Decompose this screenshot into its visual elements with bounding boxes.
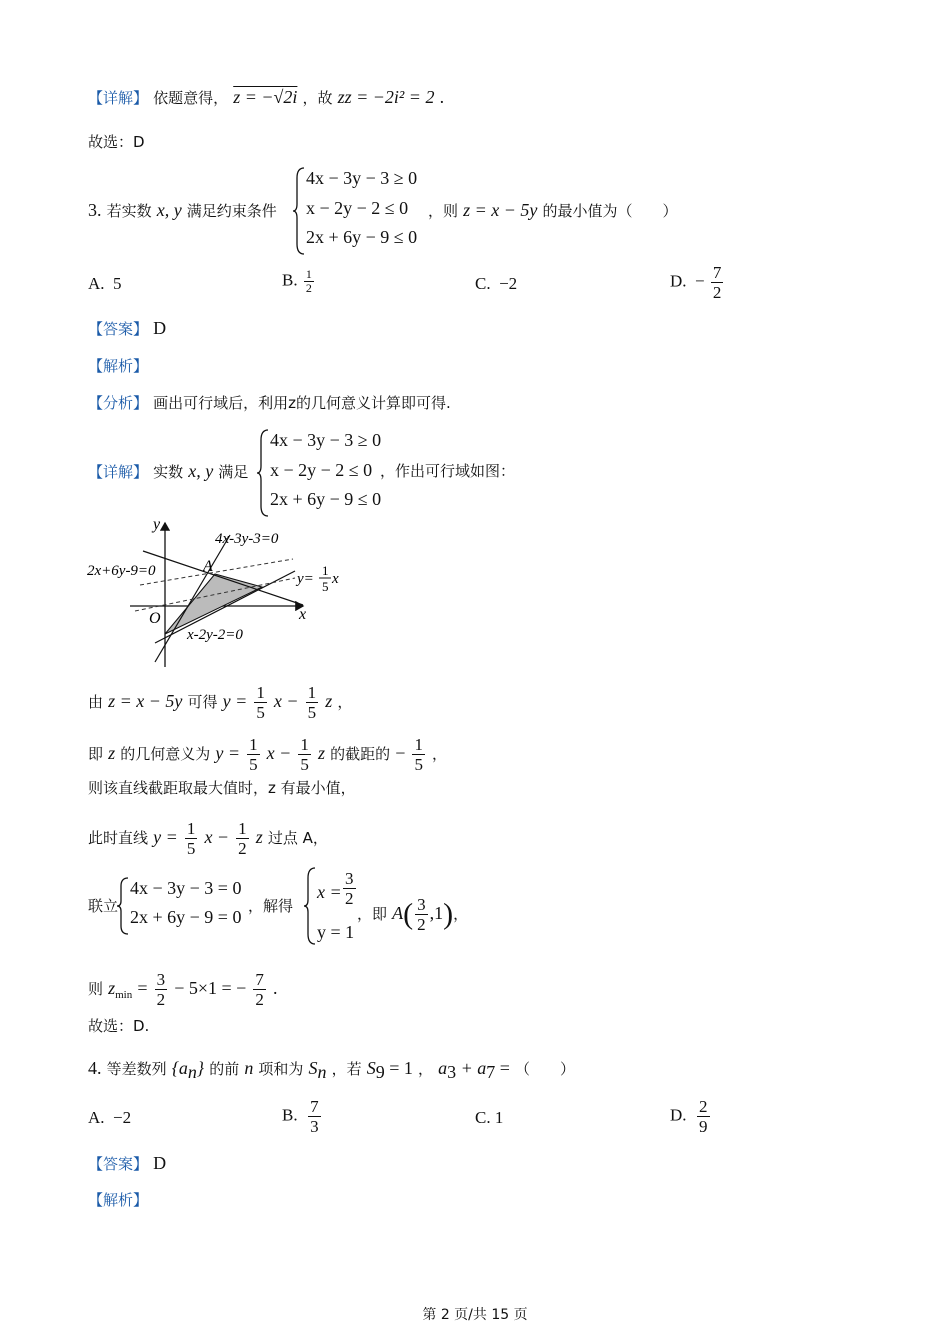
formula: ,1 xyxy=(429,903,444,923)
solution-system xyxy=(303,866,363,946)
origin-label: O xyxy=(149,610,161,627)
fraction: $\frac{1}{5}$ xyxy=(307,683,317,722)
constraint-1: 4x − 3y − 3 ≥ 0 xyxy=(306,168,418,188)
constraint-2: x − 2y − 2 ≤ 0 xyxy=(270,460,373,480)
text: 项和为 xyxy=(258,1060,304,1078)
formula: z xyxy=(108,978,116,998)
q3-option-d xyxy=(670,263,725,302)
analysis-tag: 【解析】 xyxy=(88,1191,149,1209)
formula: y = xyxy=(222,691,248,711)
left-brace-icon xyxy=(303,866,317,946)
breakdown-tag: 【分析】 xyxy=(88,394,149,412)
text: 若实数 xyxy=(106,202,152,220)
sol-line-2 xyxy=(88,735,447,774)
subscript: 7 xyxy=(486,1062,496,1083)
fraction: $\frac{3}{2}$ xyxy=(156,970,166,1009)
formula: x, y xyxy=(188,461,214,481)
formula: {a xyxy=(171,1058,188,1078)
text: 依题意得， xyxy=(153,89,229,107)
answer-tag: 【答案】 xyxy=(88,320,149,338)
question-number: 3. xyxy=(88,200,102,220)
text: ， xyxy=(453,905,469,923)
sign: − xyxy=(695,271,705,291)
q3-analysis-heading xyxy=(88,355,148,377)
text: 联立 xyxy=(88,897,119,915)
detail-line-q2 xyxy=(88,86,444,109)
option-label: D. xyxy=(670,271,687,291)
sol-line-1 xyxy=(88,683,352,722)
q3-breakdown xyxy=(88,392,451,414)
q3-answer xyxy=(88,317,166,340)
solution-y: y = 1 xyxy=(317,922,355,942)
left-brace-icon xyxy=(116,876,130,936)
option-value: 1 xyxy=(494,1108,504,1127)
line3-label: x-2y-2=0 xyxy=(187,627,243,643)
line4-den: 5 xyxy=(322,579,329,594)
subscript: n xyxy=(187,1062,197,1083)
text: 的几何意义为 xyxy=(120,745,211,763)
subscript: n xyxy=(317,1062,327,1083)
text: 的前 xyxy=(209,1060,240,1078)
system-equations xyxy=(116,876,256,936)
formula: } xyxy=(196,1058,205,1078)
fraction: $\frac{1}{5}$ xyxy=(186,819,196,858)
formula: S xyxy=(366,1058,376,1078)
option-value: 5 xyxy=(113,274,122,293)
text: ， xyxy=(337,693,353,711)
option-label: A. xyxy=(88,1108,105,1127)
formula: z xyxy=(325,691,333,711)
fraction: $\frac{1}{2}$ xyxy=(238,819,247,858)
detail-tag: 【详解】 xyxy=(88,89,149,107)
subscript: min xyxy=(115,989,133,1002)
option-label: C. xyxy=(475,1108,491,1127)
detail-tag: 【详解】 xyxy=(88,463,149,481)
answer-value: D xyxy=(153,318,167,338)
fraction: $\frac{1}{5}$ xyxy=(249,735,258,774)
constraint-1: 4x − 3y − 3 ≥ 0 xyxy=(270,430,382,450)
q3-constraints xyxy=(292,166,432,256)
fraction: $\frac{1}{5}$ xyxy=(300,735,309,774)
formula: x − xyxy=(204,827,230,847)
fraction: $\frac{1}{2}$ xyxy=(305,267,312,295)
fraction: $\frac{3}{2}$ xyxy=(417,895,426,934)
formula: y = xyxy=(153,827,178,847)
formula: x − xyxy=(266,743,292,763)
formula: x, y xyxy=(156,200,182,220)
q4-option-c xyxy=(475,1108,503,1128)
q3-option-a xyxy=(88,274,122,294)
constraint-3: 2x + 6y − 9 ≤ 0 xyxy=(306,227,418,247)
left-brace-icon xyxy=(256,428,270,518)
equation-1: 4x − 3y − 3 = 0 xyxy=(130,878,242,898)
text: . xyxy=(439,87,445,107)
text: 则 xyxy=(88,980,104,998)
select-line: 故选：D xyxy=(88,133,145,151)
text: 的最小值为（ ） xyxy=(542,202,678,220)
formula: zz = −2i² = 2 xyxy=(337,87,435,107)
line4-label: y= xyxy=(297,571,314,587)
point-a-label: A xyxy=(203,558,213,575)
line2-label: 2x+6y-9=0 xyxy=(87,563,156,579)
text: ，则 xyxy=(428,202,459,220)
fraction: $\frac{7}{2}$ xyxy=(255,970,264,1009)
q4-answer xyxy=(88,1152,166,1175)
fraction: $\frac{3}{2}$ xyxy=(345,869,354,908)
formula: S xyxy=(308,1058,318,1078)
feasible-region-graph xyxy=(85,515,355,670)
option-label: A. xyxy=(88,274,105,293)
formula: + a xyxy=(456,1058,487,1078)
formula: z = x − 5y xyxy=(108,691,183,711)
fraction: $\frac{7}{3}$ xyxy=(310,1097,319,1136)
option-value: −2 xyxy=(499,274,518,293)
sol-line-6 xyxy=(88,970,277,1009)
formula: z xyxy=(255,827,263,847)
equation-2: 2x + 6y − 9 = 0 xyxy=(130,907,242,927)
formula: n xyxy=(244,1058,254,1078)
fraction: $\frac{2}{9}$ xyxy=(699,1097,708,1136)
text: 由 xyxy=(88,693,104,711)
formula: A xyxy=(392,903,404,923)
text: 此时直线 xyxy=(88,829,149,847)
text: （ ） xyxy=(514,1060,575,1078)
sign: − xyxy=(395,743,406,763)
question-number: 4. xyxy=(88,1058,102,1078)
constraint-3: 2x + 6y − 9 ≤ 0 xyxy=(270,489,382,509)
text: 的截距的 xyxy=(330,745,391,763)
text: 等差数列 xyxy=(106,1060,167,1078)
subscript: 9 xyxy=(375,1062,385,1083)
fraction: $\frac{1}{5}$ xyxy=(414,735,423,774)
line1-label: 4x-3y-3=0 xyxy=(215,531,279,547)
q4-option-a xyxy=(88,1108,131,1128)
option-value: −2 xyxy=(113,1108,132,1127)
formula: a xyxy=(438,1058,448,1078)
text: 满足约束条件 xyxy=(186,202,277,220)
option-label: B. xyxy=(282,270,298,290)
q4-option-b xyxy=(282,1097,323,1136)
text: ，作出可行域如图： xyxy=(380,462,516,480)
page-footer: 第 2 页/共 15 页 xyxy=(422,1307,528,1323)
q4-option-d xyxy=(670,1097,712,1136)
text: 可得 xyxy=(187,693,218,711)
formula: = 1 xyxy=(384,1058,413,1078)
formula: z xyxy=(108,743,116,763)
text: ， xyxy=(432,745,448,763)
q3-stem-tail xyxy=(428,199,678,222)
option-label: C. xyxy=(475,274,491,293)
q4-analysis-heading xyxy=(88,1189,148,1211)
fraction: $\frac{1}{5}$ xyxy=(256,683,265,722)
select-line: 故选：D. xyxy=(88,1017,150,1035)
y-label: y xyxy=(153,516,161,533)
answer-value: D xyxy=(153,1153,167,1173)
text: ，解得 xyxy=(248,897,294,915)
q3-option-b xyxy=(282,268,316,295)
line4-num: 1 xyxy=(322,563,329,578)
text: 过点 A， xyxy=(267,829,328,847)
q4-stem xyxy=(88,1057,575,1083)
constraint-2: x − 2y − 2 ≤ 0 xyxy=(306,198,409,218)
sol-line-3: 则该直线截距取最大值时，z 有最小值， xyxy=(88,779,356,797)
option-label: D. xyxy=(670,1105,687,1125)
q3-detail-constraints xyxy=(256,428,396,518)
formula: = xyxy=(495,1058,510,1078)
text: 实数 xyxy=(153,463,184,481)
answer-tag: 【答案】 xyxy=(88,1155,149,1173)
formula: x − xyxy=(273,691,299,711)
text: ，故 xyxy=(302,89,333,107)
subscript: 3 xyxy=(447,1062,457,1083)
formula: z xyxy=(317,743,325,763)
point-a-coords: ，即 A( $\frac{3}{2}$ ,1)， xyxy=(357,895,469,934)
fraction: $\frac{7}{2}$ xyxy=(712,263,722,302)
formula: = xyxy=(137,978,148,998)
formula: . xyxy=(272,978,278,998)
text: 即 xyxy=(88,745,104,763)
left-brace-icon xyxy=(292,166,306,256)
solution-x: x = xyxy=(317,882,342,902)
option-label: B. xyxy=(282,1105,298,1125)
text: ，若 xyxy=(331,1060,362,1078)
text: ， xyxy=(417,1060,433,1078)
text: 满足 xyxy=(218,463,249,481)
formula: y = xyxy=(215,743,240,763)
formula: z = −√2i xyxy=(233,87,298,107)
sol-line-4 xyxy=(88,819,328,858)
text: 画出可行域后，利用z的几何意义计算即可得. xyxy=(153,394,451,412)
formula: − 5×1 = − xyxy=(174,978,247,998)
formula: z = x − 5y xyxy=(463,200,538,220)
line4-var: x xyxy=(332,571,339,587)
analysis-tag: 【解析】 xyxy=(88,357,149,375)
feasible-region xyxy=(165,574,262,634)
q3-option-c xyxy=(475,274,517,294)
x-label: x xyxy=(299,606,307,623)
text: ，即 xyxy=(357,905,388,923)
q3-stem xyxy=(88,199,277,222)
q3-detail xyxy=(88,460,248,483)
